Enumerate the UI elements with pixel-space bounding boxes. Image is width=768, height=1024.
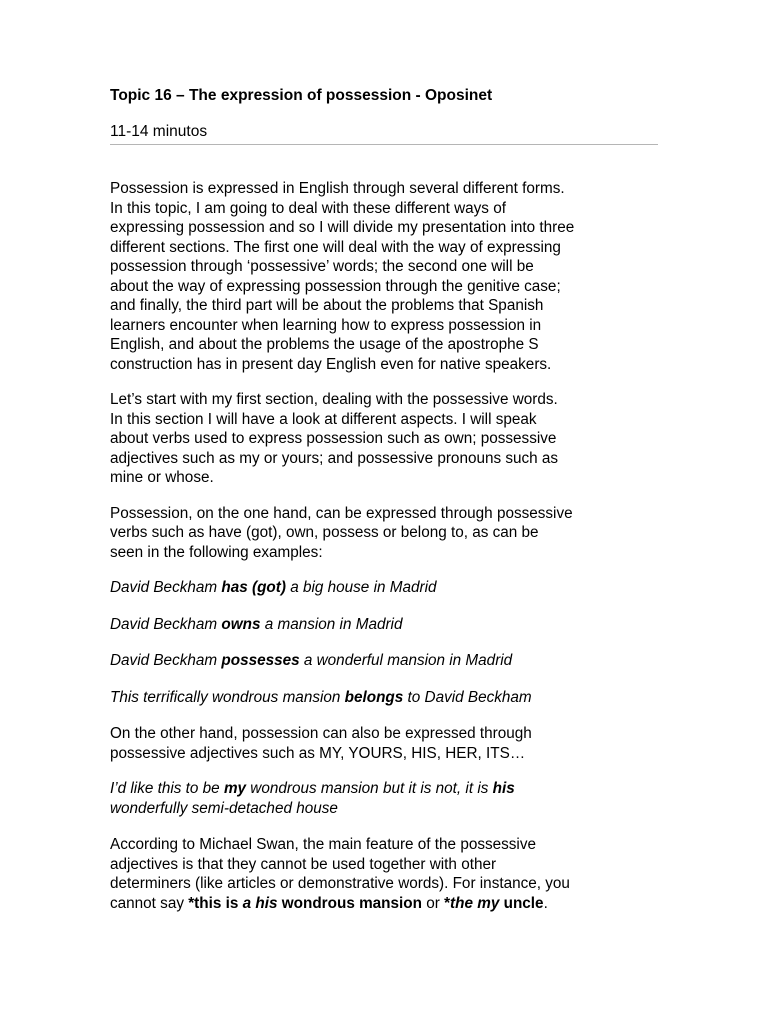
bold-run: * <box>444 894 451 912</box>
paragraph-first-section <box>110 390 658 488</box>
text-line: possessive adjectives such as MY, YOURS, HIS, HER, ITS… <box>110 744 526 762</box>
text-line <box>110 779 658 799</box>
text-line: about the way of expressing possession through the genitive case; <box>110 277 561 295</box>
example-keyword: my <box>223 780 247 797</box>
text-line: adjectives is that they cannot be used together with other <box>110 855 497 873</box>
example-keyword: has (got) <box>221 579 286 596</box>
text-line: mine or whose. <box>110 469 214 486</box>
text-line: English, and about the problems the usage of the apostrophe S <box>110 336 539 353</box>
document-title: Topic 16 – The expression of possession - Oposinet <box>110 87 493 104</box>
text-line: According to Michael Swan, the main feature of the possessive <box>110 836 536 853</box>
example-keyword: his <box>492 780 515 797</box>
example-text: This terrifically wondrous mansion <box>110 688 345 706</box>
text-line: In this topic, I am going to deal with these different ways of <box>110 199 506 217</box>
text-line: possession through ‘possessive’ words; the second one will be <box>110 258 534 275</box>
text-line: On the other hand, possession can also be expressed through <box>110 725 532 742</box>
text-line: Let’s start with my first section, dealing with the possessive words. <box>110 391 558 408</box>
example-keyword: belongs <box>344 688 404 706</box>
paragraph-michael-swan <box>110 835 658 913</box>
text-line <box>110 894 658 914</box>
text-line: wonderfully semi-detached house <box>110 799 338 817</box>
text-line: verbs such as have (got), own, possess or belong to, as can be <box>110 524 539 541</box>
example-text: David Beckham <box>110 652 222 669</box>
text-line: different sections. The first one will deal with the way of expressing <box>110 238 561 256</box>
example-text: David Beckham <box>110 615 222 633</box>
example-belongs <box>110 688 658 708</box>
example-owns <box>110 615 658 635</box>
example-text: a mansion in Madrid <box>260 615 403 633</box>
text-line: and finally, the third part will be about the problems that Spanish <box>110 297 544 314</box>
bold-run: uncle <box>499 894 544 912</box>
example-possesses <box>110 651 658 671</box>
paragraph-intro <box>110 179 658 374</box>
document-page <box>110 86 658 929</box>
text-line: Possession, on the one hand, can be expressed through possessive <box>110 504 573 522</box>
example-text: David Beckham <box>110 579 222 596</box>
text-line: expressing possession and so I will divide my presentation into three <box>110 219 575 236</box>
example-has-got <box>110 578 658 598</box>
text-line: seen in the following examples: <box>110 543 323 561</box>
example-keyword: possesses <box>221 652 300 669</box>
example-text: wondrous mansion but it is not, it is <box>246 780 493 797</box>
text-line: about verbs used to express possession such as own; possessive <box>110 430 557 447</box>
bold-run: *this is <box>188 894 243 912</box>
bold-italic-run: the my <box>450 894 500 912</box>
document-body <box>110 179 658 913</box>
example-keyword: owns <box>221 615 261 633</box>
text-line: adjectives such as my or yours; and possessive pronouns such as <box>110 449 559 467</box>
example-text: a big house in Madrid <box>285 579 437 596</box>
paragraph-possessive-adjectives <box>110 724 658 763</box>
text-run: cannot say <box>110 894 189 912</box>
example-text: to David Beckham <box>403 688 532 706</box>
text-line: determiners (like articles or demonstrative words). For instance, you <box>110 875 570 892</box>
text-line: Possession is expressed in English through several different forms. <box>110 180 565 197</box>
example-my-his <box>110 779 658 818</box>
reading-time: 11-14 minutos <box>110 122 658 145</box>
example-text: a wonderful mansion in Madrid <box>299 652 513 669</box>
paragraph-possessive-verbs <box>110 504 658 563</box>
text-run: or <box>421 894 445 912</box>
example-text: I’d like this to be <box>110 780 224 797</box>
text-line: In this section I will have a look at different aspects. I will speak <box>110 410 537 428</box>
bold-italic-run: a his <box>242 894 278 912</box>
bold-run: wondrous mansion <box>277 894 422 912</box>
text-line: construction has in present day English even for native speakers. <box>110 355 552 373</box>
text-run: . <box>543 894 548 912</box>
text-line: learners encounter when learning how to express possession in <box>110 316 542 334</box>
